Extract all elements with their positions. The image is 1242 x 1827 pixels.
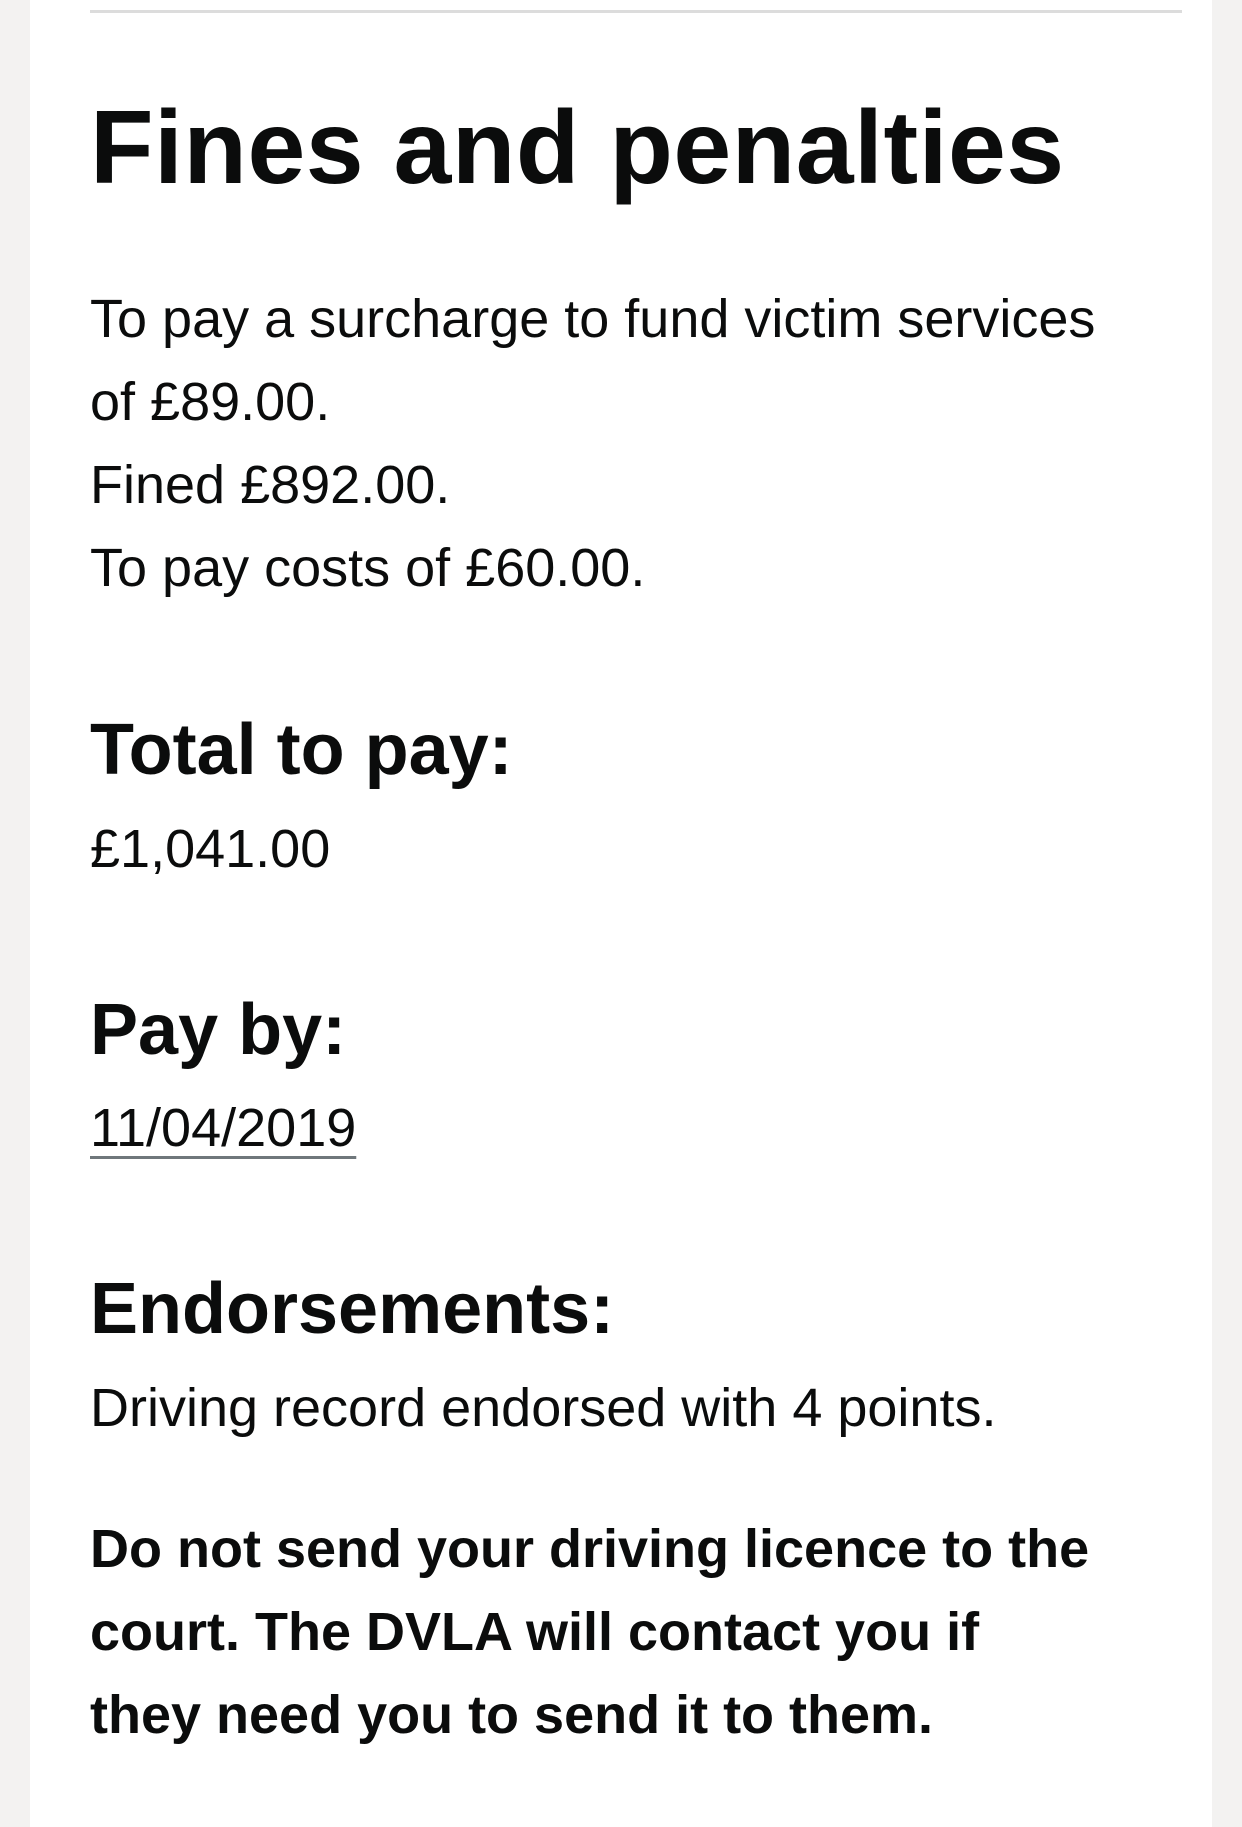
- fine-line-surcharge: To pay a surcharge to fund victim services: [90, 289, 1096, 349]
- total-amount: £1,041.00: [90, 819, 331, 879]
- pay-by-date-link[interactable]: 11/04/2019: [90, 1098, 357, 1158]
- licence-notice-line-1: Do not send your driving licence to the: [90, 1519, 1090, 1579]
- endorsements-text: Driving record endorsed with 4 points.: [90, 1378, 997, 1438]
- pay-by-date-wrapper: [90, 1087, 356, 1170]
- endorsements-heading: Endorsements:: [90, 1269, 615, 1349]
- fine-line-fined: Fined £892.00.: [90, 455, 451, 515]
- top-divider: [90, 10, 1182, 13]
- licence-notice-line-2: court. The DVLA will contact you if: [90, 1602, 980, 1662]
- page-title: Fines and penalties: [90, 90, 1065, 206]
- content-panel: [30, 0, 1212, 1827]
- licence-notice-line-3: they need you to send it to them.: [90, 1685, 934, 1745]
- fine-line-costs: To pay costs of £60.00.: [90, 538, 646, 598]
- fine-line-surcharge-amount: of £89.00.: [90, 372, 331, 432]
- total-heading: Total to pay:: [90, 710, 513, 790]
- pay-by-heading: Pay by:: [90, 990, 347, 1070]
